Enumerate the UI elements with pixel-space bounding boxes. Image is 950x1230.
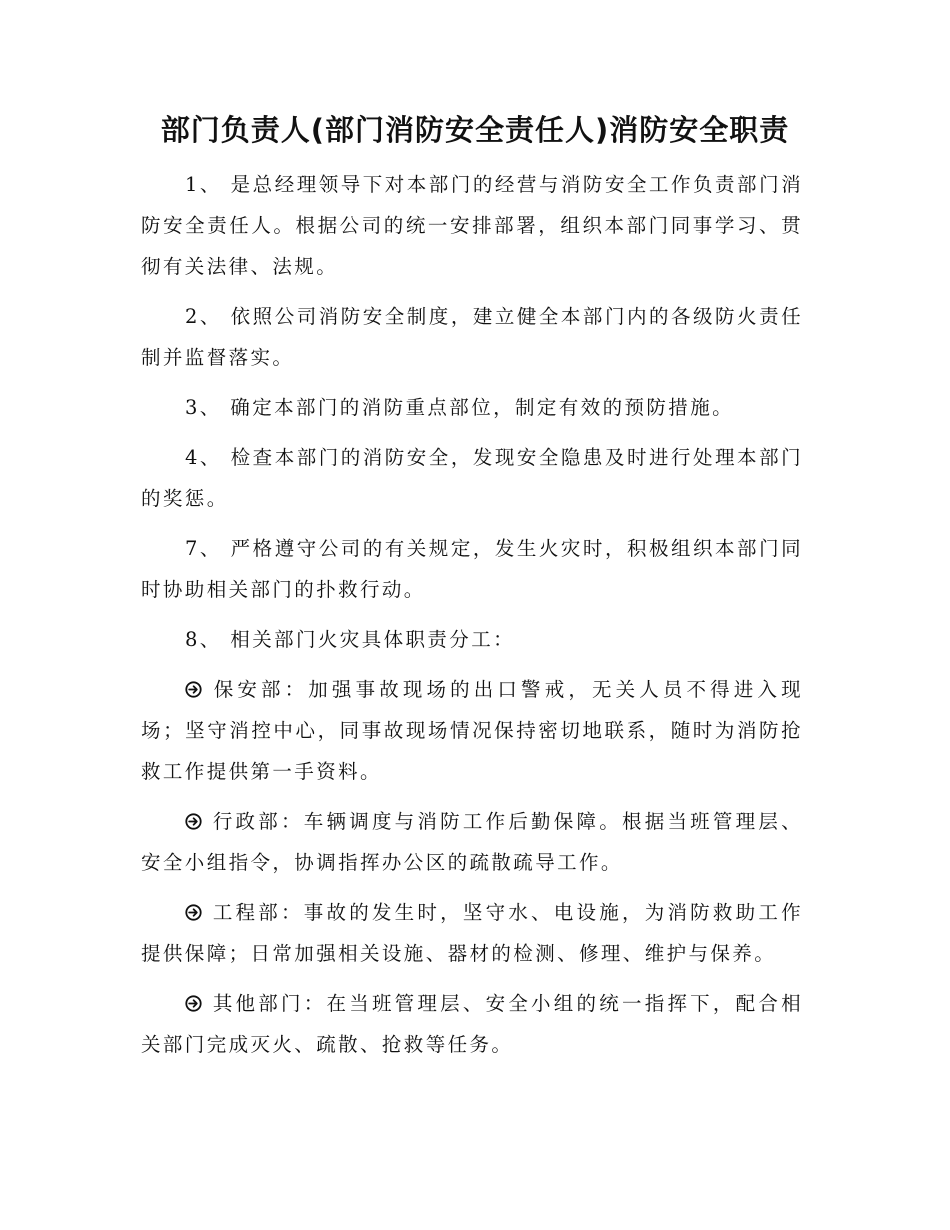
bullet-text: 其他部门：在当班管理层、安全小组的统一指挥下，配合相关部门完成灭火、疏散、抢救等任务。: [141, 992, 803, 1056]
duty-paragraph: [141, 164, 803, 287]
paragraph-text: 7、 严格遵守公司的有关规定，发生火灾时，积极组织本部门同时协助相关部门的扑救行动。: [141, 537, 803, 601]
arrow-circle-right-icon: [185, 813, 202, 830]
paragraph-text: 4、 检查本部门的消防安全，发现安全隐患及时进行处理本部门的奖惩。: [141, 446, 803, 510]
bullet-text: 保安部：加强事故现场的出口警戒，无关人员不得进入现场；坚守消控中心，同事故现场情况保持密切地联系，随时为消防抢救工作提供第一手资料。: [141, 678, 803, 783]
duty-paragraph: [141, 528, 803, 610]
bullet-item: [141, 983, 803, 1065]
duty-paragraph: [141, 619, 803, 660]
bullet-item: [141, 669, 803, 792]
paragraph-text: 3、 确定本部门的消防重点部位，制定有效的预防措施。: [185, 396, 735, 419]
paragraph-text: 1、 是总经理领导下对本部门的经营与消防安全工作负责部门消防安全责任人。根据公司的统一安排部署，组织本部门同事学习、贯彻有关法律、法规。: [141, 173, 803, 278]
bullet-item: [141, 801, 803, 883]
arrow-circle-right-icon: [185, 904, 202, 921]
duty-paragraph: [141, 296, 803, 378]
document-body: [141, 164, 803, 1074]
bullet-text: 工程部：事故的发生时，坚守水、电设施，为消防救助工作提供保障；日常加强相关设施、器材的检测、修理、维护与保养。: [141, 901, 803, 965]
duty-paragraph: [141, 387, 803, 428]
arrow-circle-right-icon: [185, 995, 202, 1012]
document-title: 部门负责人(部门消防安全责任人)消防安全职责: [160, 113, 790, 147]
bullet-item: [141, 892, 803, 974]
paragraph-text: 2、 依照公司消防安全制度，建立健全本部门内的各级防火责任制并监督落实。: [141, 305, 803, 369]
duty-paragraph: [141, 437, 803, 519]
arrow-circle-right-icon: [185, 681, 202, 698]
paragraph-text: 8、 相关部门火灾具体职责分工：: [185, 628, 516, 651]
bullet-text: 行政部：车辆调度与消防工作后勤保障。根据当班管理层、安全小组指令，协调指挥办公区的疏散疏导工作。: [141, 810, 803, 874]
